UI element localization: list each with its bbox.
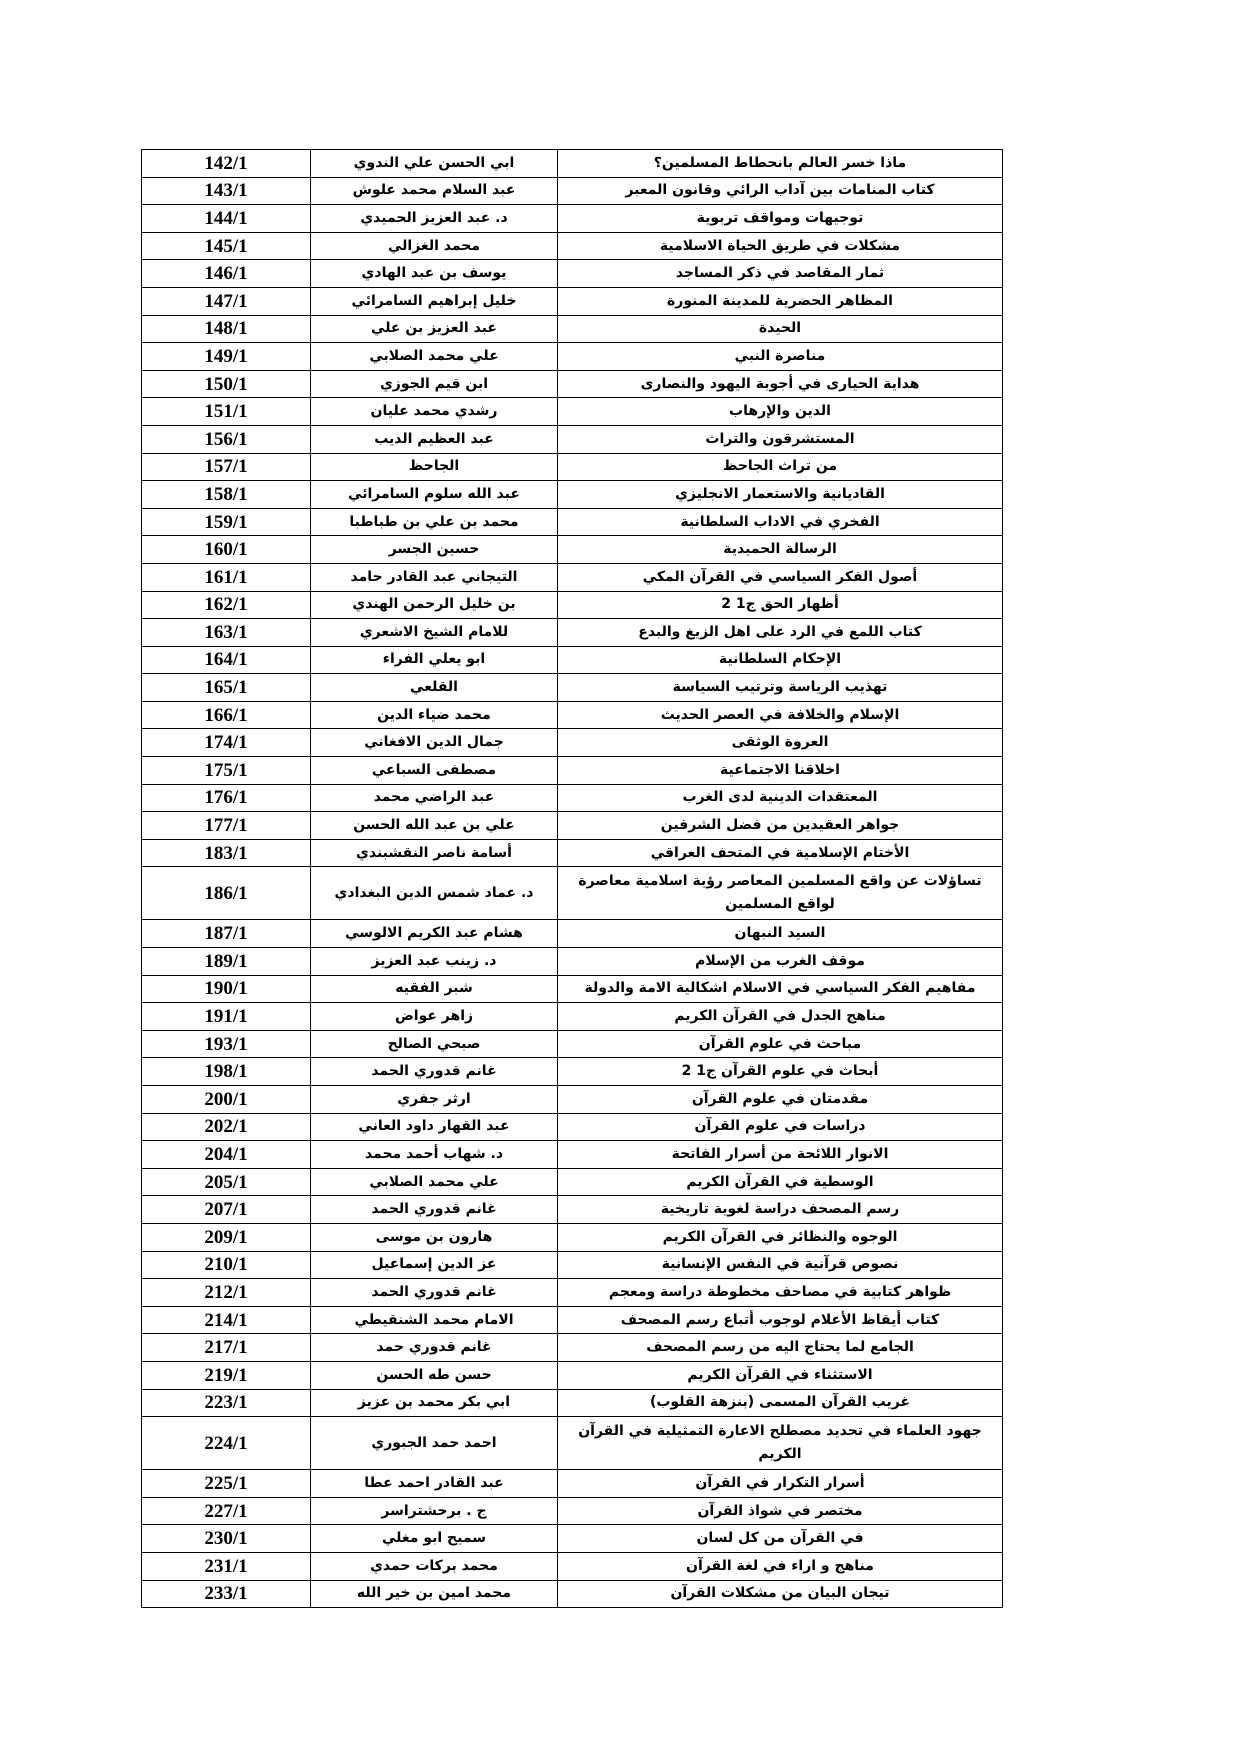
author-cell: ج . برحشتراسر <box>311 1497 558 1525</box>
author-cell: يوسف بن عبد الهادي <box>311 260 558 288</box>
book-title-cell: الوجوه والنظائر في القرآن الكريم <box>558 1223 1003 1251</box>
table-row <box>142 1306 1003 1334</box>
table-row <box>142 1086 1003 1114</box>
book-title-cell: مباحث في علوم القرآن <box>558 1030 1003 1058</box>
author-cell: هارون بن موسى <box>311 1223 558 1251</box>
book-code-cell: 200/1 <box>142 1086 311 1114</box>
book-code-cell: 190/1 <box>142 975 311 1003</box>
book-title-cell: جواهر العقيدين من فضل الشرفين <box>558 812 1003 840</box>
book-title-cell: مفاهيم الفكر السياسي في الاسلام اشكالية الامة والدولة <box>558 975 1003 1003</box>
table-row <box>142 948 1003 976</box>
table-row <box>142 1003 1003 1031</box>
book-title-cell: الإحكام السلطانية <box>558 646 1003 674</box>
book-title-cell: توجيهات ومواقف تربوية <box>558 205 1003 233</box>
author-cell: للامام الشيخ الاشعري <box>311 619 558 647</box>
book-title-cell: جهود العلماء في تحديد مصطلح الاعارة التمثيلية في القرآن الكريم <box>558 1417 1003 1470</box>
author-cell: عبد الراضي محمد <box>311 784 558 812</box>
book-title-cell: ماذا خسر العالم بانحطاط المسلمين؟ <box>558 150 1003 178</box>
author-cell: د. شهاب أحمد محمد <box>311 1141 558 1169</box>
table-row <box>142 1058 1003 1086</box>
book-code-cell: 156/1 <box>142 425 311 453</box>
author-cell: ابن قيم الجوزي <box>311 370 558 398</box>
catalog-body <box>142 150 1003 1608</box>
table-row <box>142 729 1003 757</box>
table-row <box>142 232 1003 260</box>
book-title-cell: الاستثناء في القرآن الكريم <box>558 1361 1003 1389</box>
author-cell: عبد العظيم الديب <box>311 425 558 453</box>
book-code-cell: 177/1 <box>142 812 311 840</box>
book-title-cell: ثمار المقاصد في ذكر المساجد <box>558 260 1003 288</box>
book-code-cell: 217/1 <box>142 1334 311 1362</box>
table-row <box>142 343 1003 371</box>
table-row <box>142 1113 1003 1141</box>
author-cell: عبد الله سلوم السامرائي <box>311 481 558 509</box>
author-cell: محمد بركات حمدي <box>311 1552 558 1580</box>
author-cell: عز الدين إسماعيل <box>311 1251 558 1279</box>
author-cell: ابي الحسن علي الندوي <box>311 150 558 178</box>
book-title-cell: الانوار اللائحة من أسرار الفاتحة <box>558 1141 1003 1169</box>
book-title-cell: المظاهر الحضرية للمدينة المنورة <box>558 287 1003 315</box>
book-code-cell: 176/1 <box>142 784 311 812</box>
book-title-cell: مختصر في شواذ القرآن <box>558 1497 1003 1525</box>
book-code-cell: 166/1 <box>142 701 311 729</box>
book-title-cell: ظواهر كتابية في مصاحف مخطوطة دراسة ومعجم <box>558 1279 1003 1307</box>
author-cell: محمد ضياء الدين <box>311 701 558 729</box>
author-cell: حسين الجسر <box>311 536 558 564</box>
book-title-cell: أظهار الحق ج1 2 <box>558 591 1003 619</box>
book-code-cell: 183/1 <box>142 839 311 867</box>
book-title-cell: تساؤلات عن واقع المسلمين المعاصر رؤية اسلامية معاصرة لواقع المسلمين <box>558 867 1003 920</box>
book-title-cell: اخلاقنا الاجتماعية <box>558 757 1003 785</box>
book-title-cell: من تراث الجاحظ <box>558 453 1003 481</box>
book-title-cell: غريب القرآن المسمى (بنزهة القلوب) <box>558 1389 1003 1417</box>
author-cell: محمد الغزالي <box>311 232 558 260</box>
author-cell: زاهر عواض <box>311 1003 558 1031</box>
table-row <box>142 1580 1003 1608</box>
table-row <box>142 370 1003 398</box>
table-row <box>142 812 1003 840</box>
table-row <box>142 260 1003 288</box>
book-title-cell: الوسطية في القرآن الكريم <box>558 1168 1003 1196</box>
author-cell: عبد القادر احمد عطا <box>311 1470 558 1498</box>
author-cell: سميح ابو مغلي <box>311 1525 558 1553</box>
author-cell: مصطفى السباعي <box>311 757 558 785</box>
book-title-cell: موقف الغرب من الإسلام <box>558 948 1003 976</box>
book-code-cell: 210/1 <box>142 1251 311 1279</box>
author-cell: التيجاني عبد القادر حامد <box>311 563 558 591</box>
book-title-cell: العروة الوثقى <box>558 729 1003 757</box>
book-title-cell: كتاب المنامات بين آداب الرائي وقانون المعبر <box>558 177 1003 205</box>
author-cell: علي محمد الصلابي <box>311 343 558 371</box>
book-code-cell: 224/1 <box>142 1417 311 1470</box>
author-cell: القلعي <box>311 674 558 702</box>
book-title-cell: الرسالة الحميدية <box>558 536 1003 564</box>
book-title-cell: في القرآن من كل لسان <box>558 1525 1003 1553</box>
author-cell: محمد بن علي بن طباطبا <box>311 508 558 536</box>
table-row <box>142 867 1003 920</box>
table-row <box>142 784 1003 812</box>
author-cell: جمال الدين الافغاني <box>311 729 558 757</box>
table-row <box>142 453 1003 481</box>
author-cell: الامام محمد الشنقيطي <box>311 1306 558 1334</box>
book-code-cell: 159/1 <box>142 508 311 536</box>
author-cell: عبد العزيز بن علي <box>311 315 558 343</box>
author-cell: هشام عبد الكريم الالوسي <box>311 920 558 948</box>
table-row <box>142 177 1003 205</box>
table-row <box>142 1030 1003 1058</box>
book-code-cell: 227/1 <box>142 1497 311 1525</box>
book-code-cell: 147/1 <box>142 287 311 315</box>
author-cell: شبر الفقيه <box>311 975 558 1003</box>
table-row <box>142 563 1003 591</box>
book-code-cell: 233/1 <box>142 1580 311 1608</box>
book-title-cell: نصوص قرآنية في النفس الإنسانية <box>558 1251 1003 1279</box>
book-code-cell: 204/1 <box>142 1141 311 1169</box>
table-row <box>142 1552 1003 1580</box>
table-row <box>142 757 1003 785</box>
table-row <box>142 1525 1003 1553</box>
author-cell: بن خليل الرحمن الهندي <box>311 591 558 619</box>
book-title-cell: دراسات في علوم القرآن <box>558 1113 1003 1141</box>
book-title-cell: الدين والإرهاب <box>558 398 1003 426</box>
book-title-cell: الجامع لما يحتاج اليه من رسم المصحف <box>558 1334 1003 1362</box>
book-catalog-table <box>141 149 1003 1608</box>
table-row <box>142 315 1003 343</box>
table-row <box>142 1168 1003 1196</box>
author-cell: د. عبد العزيز الحميدي <box>311 205 558 233</box>
book-code-cell: 205/1 <box>142 1168 311 1196</box>
author-cell: محمد امين بن خير الله <box>311 1580 558 1608</box>
book-code-cell: 207/1 <box>142 1196 311 1224</box>
author-cell: حسن طه الحسن <box>311 1361 558 1389</box>
table-row <box>142 591 1003 619</box>
author-cell: غانم قدوري الحمد <box>311 1058 558 1086</box>
author-cell: أسامة ناصر النقشبندي <box>311 839 558 867</box>
book-code-cell: 160/1 <box>142 536 311 564</box>
book-code-cell: 186/1 <box>142 867 311 920</box>
book-code-cell: 175/1 <box>142 757 311 785</box>
table-row <box>142 1279 1003 1307</box>
book-code-cell: 165/1 <box>142 674 311 702</box>
book-code-cell: 214/1 <box>142 1306 311 1334</box>
book-title-cell: أسرار التكرار في القرآن <box>558 1470 1003 1498</box>
book-code-cell: 143/1 <box>142 177 311 205</box>
author-cell: الجاحظ <box>311 453 558 481</box>
book-code-cell: 158/1 <box>142 481 311 509</box>
table-row <box>142 619 1003 647</box>
author-cell: عبد القهار داود العاني <box>311 1113 558 1141</box>
book-code-cell: 231/1 <box>142 1552 311 1580</box>
book-title-cell: السيد النبهان <box>558 920 1003 948</box>
book-code-cell: 191/1 <box>142 1003 311 1031</box>
book-code-cell: 209/1 <box>142 1223 311 1251</box>
book-title-cell: أبحاث في علوم القرآن ج1 2 <box>558 1058 1003 1086</box>
book-code-cell: 187/1 <box>142 920 311 948</box>
author-cell: غانم قدوري الحمد <box>311 1279 558 1307</box>
book-code-cell: 146/1 <box>142 260 311 288</box>
book-title-cell: مناهج و اراء في لغة القرآن <box>558 1552 1003 1580</box>
author-cell: ابو يعلي الفراء <box>311 646 558 674</box>
book-code-cell: 164/1 <box>142 646 311 674</box>
book-title-cell: تهذيب الرياسة وترتيب السياسة <box>558 674 1003 702</box>
book-code-cell: 162/1 <box>142 591 311 619</box>
book-code-cell: 149/1 <box>142 343 311 371</box>
table-row <box>142 1141 1003 1169</box>
author-cell: د. زينب عبد العزيز <box>311 948 558 976</box>
author-cell: غانم قدوري حمد <box>311 1334 558 1362</box>
author-cell: د. عماد شمس الدين البغدادي <box>311 867 558 920</box>
book-code-cell: 144/1 <box>142 205 311 233</box>
table-row <box>142 425 1003 453</box>
book-code-cell: 142/1 <box>142 150 311 178</box>
author-cell: علي محمد الصلابي <box>311 1168 558 1196</box>
book-title-cell: تيجان البيان من مشكلات القرآن <box>558 1580 1003 1608</box>
book-code-cell: 225/1 <box>142 1470 311 1498</box>
book-title-cell: الإسلام والخلافة في العصر الحديث <box>558 701 1003 729</box>
table-row <box>142 1334 1003 1362</box>
author-cell: غانم قدوري الحمد <box>311 1196 558 1224</box>
table-row <box>142 205 1003 233</box>
book-title-cell: هداية الحيارى في أجوبة اليهود والنصارى <box>558 370 1003 398</box>
book-code-cell: 193/1 <box>142 1030 311 1058</box>
book-title-cell: القاديانية والاستعمار الانجليزي <box>558 481 1003 509</box>
book-code-cell: 150/1 <box>142 370 311 398</box>
table-row <box>142 150 1003 178</box>
book-title-cell: المستشرقون والتراث <box>558 425 1003 453</box>
book-code-cell: 223/1 <box>142 1389 311 1417</box>
table-row <box>142 1470 1003 1498</box>
table-row <box>142 287 1003 315</box>
table-row <box>142 481 1003 509</box>
book-code-cell: 230/1 <box>142 1525 311 1553</box>
author-cell: ارثر جفري <box>311 1086 558 1114</box>
author-cell: علي بن عبد الله الحسن <box>311 812 558 840</box>
book-code-cell: 157/1 <box>142 453 311 481</box>
table-row <box>142 1389 1003 1417</box>
table-row <box>142 1361 1003 1389</box>
book-title-cell: المعتقدات الدينية لدى الغرب <box>558 784 1003 812</box>
book-code-cell: 145/1 <box>142 232 311 260</box>
book-title-cell: مناصرة النبي <box>558 343 1003 371</box>
book-title-cell: الحيدة <box>558 315 1003 343</box>
book-title-cell: مناهج الجدل في القرآن الكريم <box>558 1003 1003 1031</box>
book-title-cell: الأختام الإسلامية في المتحف العراقي <box>558 839 1003 867</box>
table-row <box>142 536 1003 564</box>
book-title-cell: رسم المصحف دراسة لغوية تاريخية <box>558 1196 1003 1224</box>
book-code-cell: 174/1 <box>142 729 311 757</box>
table-row <box>142 674 1003 702</box>
book-code-cell: 212/1 <box>142 1279 311 1307</box>
table-row <box>142 1497 1003 1525</box>
book-title-cell: كتاب أيقاظ الأعلام لوجوب أتباع رسم المصحف <box>558 1306 1003 1334</box>
table-row <box>142 1196 1003 1224</box>
author-cell: عبد السلام محمد علوش <box>311 177 558 205</box>
table-row <box>142 1251 1003 1279</box>
book-code-cell: 163/1 <box>142 619 311 647</box>
book-title-cell: أصول الفكر السياسي في القرآن المكي <box>558 563 1003 591</box>
author-cell: احمد حمد الجبوري <box>311 1417 558 1470</box>
author-cell: صبحي الصالح <box>311 1030 558 1058</box>
table-row <box>142 1417 1003 1470</box>
book-code-cell: 151/1 <box>142 398 311 426</box>
book-title-cell: مشكلات في طريق الحياة الاسلامية <box>558 232 1003 260</box>
table-row <box>142 646 1003 674</box>
author-cell: رشدي محمد عليان <box>311 398 558 426</box>
book-code-cell: 198/1 <box>142 1058 311 1086</box>
table-row <box>142 508 1003 536</box>
table-row <box>142 1223 1003 1251</box>
book-code-cell: 202/1 <box>142 1113 311 1141</box>
book-code-cell: 189/1 <box>142 948 311 976</box>
author-cell: ابي بكر محمد بن عزيز <box>311 1389 558 1417</box>
author-cell: خليل إبراهيم السامرائي <box>311 287 558 315</box>
book-code-cell: 161/1 <box>142 563 311 591</box>
table-row <box>142 975 1003 1003</box>
table-row <box>142 398 1003 426</box>
book-title-cell: الفخري في الاداب السلطانية <box>558 508 1003 536</box>
book-code-cell: 219/1 <box>142 1361 311 1389</box>
book-code-cell: 148/1 <box>142 315 311 343</box>
book-title-cell: كتاب اللمع في الرد على اهل الزيغ والبدع <box>558 619 1003 647</box>
table-row <box>142 701 1003 729</box>
table-row <box>142 839 1003 867</box>
book-title-cell: مقدمتان في علوم القرآن <box>558 1086 1003 1114</box>
table-row <box>142 920 1003 948</box>
